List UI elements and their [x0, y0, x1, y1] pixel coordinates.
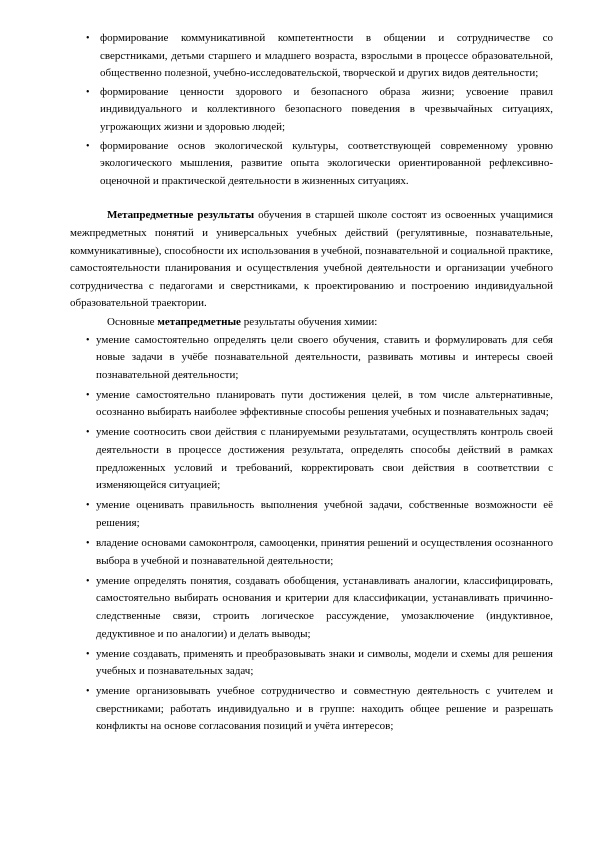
bullet-icon: • [86, 500, 90, 512]
list-item [70, 535, 553, 570]
bullet-icon: • [86, 686, 90, 698]
list-item [70, 683, 553, 736]
list-item-text: формирование коммуникативной компетентности в общении и сотрудничестве со сверстниками, детьми старшего и младшего возраста, взрослыми в процессе образовательной, общественно полезной, учебно-исследовательской, творческой и других видов деятельности; [100, 32, 553, 80]
list-item-text: умение создавать, применять и преобразовывать знаки и символы, модели и схемы для решения учебных и познавательных задач; [96, 647, 553, 678]
list-item-text: умение самостоятельно планировать пути достижения целей, в том числе альтернативные, осознанно выбирать наиболее эффективные способы решения учебных и познавательных задач; [96, 388, 553, 419]
list-item [70, 332, 553, 385]
bullet-icon: • [86, 538, 90, 550]
main-meta-intro [70, 314, 553, 332]
bullet-icon: • [86, 334, 90, 346]
list-item-text: формирование основ экологической культуры, соответствующей современному уровню экологического мышления, развитие опыта экологически ориентированной рефлексивно-оценочной и практической деятельности в жизненных ситуациях. [100, 139, 553, 187]
list-item-text: умение соотносить свои действия с планируемыми результатами, осуществлять контроль своей деятельности в процессе достижения результата, определять способы действий в рамках предложенных условий и требований, корректировать свои действия в соответствии с изменяющейся ситуацией; [96, 426, 553, 492]
list-item-text: владение основами самоконтроля, самооценки, принятия решений и осуществления осознанного выбора в учебной и познавательной деятельности; [96, 537, 553, 567]
list-item-text: умение организовывать учебное сотрудничество и совместную деятельность с учителем и сверстниками; работать индивидуально и в группе: находить общее решение и разрешать конфликты на основе согласования позиций и учёта интересов; [96, 685, 553, 733]
meta-results-heading: Метапредметные результаты [107, 209, 255, 222]
bullet-icon: • [86, 86, 90, 98]
bullet-icon: • [86, 648, 90, 660]
list-item-text: формирование ценности здорового и безопасного образа жизни; усвоение правил индивидуального и коллективного безопасного поведения в чрезвычайных ситуациях, угрожающих жизни и здоровью людей; [100, 85, 553, 133]
intro-bold: метапредметные [157, 315, 241, 328]
list-item [70, 30, 553, 83]
list-item [70, 497, 553, 532]
bullet-icon: • [86, 427, 90, 439]
bullet-icon: • [86, 575, 90, 587]
list-item-text: умение самостоятельно определять цели своего обучения, ставить и формулировать для себя новые задачи в учёбе познавательной деятельности, развивать мотивы и интересы своей познавательной деятельности; [96, 333, 553, 381]
meta-results-paragraph [70, 207, 553, 313]
personal-results-list [70, 30, 553, 190]
intro-before: Основные [107, 315, 158, 328]
list-item [70, 387, 553, 422]
bullet-icon: • [86, 33, 90, 44]
list-item-text: умение определять понятия, создавать обобщения, устанавливать аналогии, классифицировать, самостоятельно выбирать основания и критерии для классификации, устанавливать причинно-следственные связи, строить логическое рассуждение, умозаключение (индуктивное, дедуктивное и по аналогии) и делать выводы; [96, 574, 553, 640]
list-item-text: умение оценивать правильность выполнения учебной задачи, собственные возможности её решения; [96, 499, 553, 529]
intro-after: результаты обучения химии: [240, 315, 378, 328]
meta-results-list [70, 332, 553, 737]
list-item [70, 573, 553, 643]
list-item [70, 138, 553, 191]
bullet-icon: • [86, 140, 90, 152]
bullet-icon: • [86, 389, 90, 401]
document-page [70, 30, 553, 739]
list-item [70, 84, 553, 137]
meta-results-text: обучения в старшей школе состоят из освоенных учащимися межпредметных понятий и универсальных учебных действий (регулятивные, познавательные, коммуникативные), способности их использования в учебной, познавательной и социальной практике, самостоятельности планирования и осуществления учебной деятельности и организации учебного сотрудничества с педагогами и сверстниками, к проектированию и построению индивидуальной образовательной траектории. [70, 209, 554, 310]
list-item [70, 424, 553, 494]
list-item [70, 646, 553, 681]
